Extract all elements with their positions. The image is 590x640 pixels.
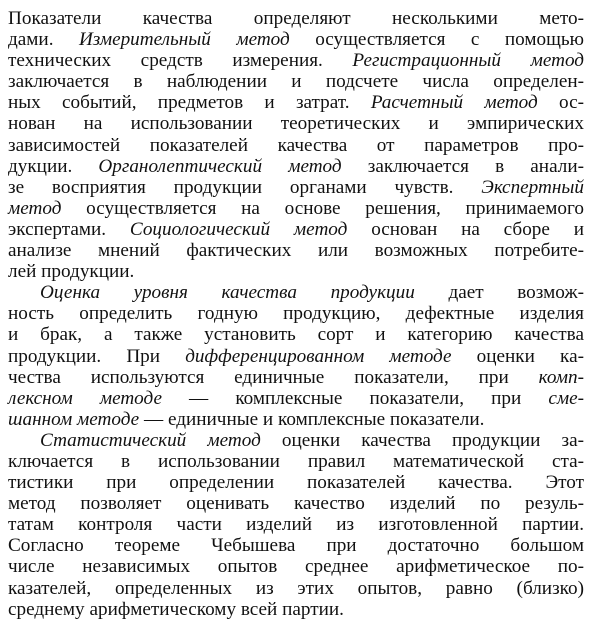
- text-segment: Показатели качества определяют несколькими мето-: [8, 8, 584, 29]
- paragraph-1: [8, 8, 584, 282]
- italic-term: Регистрационный метод: [352, 50, 584, 72]
- italic-term: лексном методе: [8, 387, 162, 409]
- text-segment: ных событий, предметов и затрат.: [8, 92, 371, 114]
- italic-term: Измерительный метод: [78, 29, 290, 51]
- text-segment: лей продукции.: [8, 261, 135, 283]
- text-segment: ключается в использовании правил математической ста-: [8, 450, 584, 472]
- text-segment: казателей, определенных из этих опытов, равно (близко): [8, 577, 584, 599]
- text-segment: ос-: [537, 92, 584, 114]
- text-line: [8, 50, 584, 71]
- text-line: [8, 324, 584, 345]
- text-segment: числе независимых опытов среднее арифметическое по-: [8, 556, 584, 578]
- italic-term: сме-: [548, 387, 584, 409]
- text-segment: — единичные и комплексные показатели.: [139, 408, 485, 430]
- text-segment: продукции. При: [8, 345, 186, 367]
- text-segment: основан на сборе и: [347, 218, 585, 240]
- text-line: [8, 409, 584, 430]
- text-line: [8, 303, 584, 324]
- text-segment: среднему арифметическому всей партии.: [8, 598, 344, 620]
- italic-term: Оценка уровня качества продукции: [40, 282, 415, 304]
- text-line: [8, 430, 584, 451]
- paragraph-3: [8, 430, 584, 620]
- text-segment: экспертами.: [8, 218, 130, 240]
- text-line: [8, 177, 584, 198]
- text-line: [8, 535, 584, 556]
- text-line: [8, 367, 584, 388]
- text-segment: оценки ка-: [451, 345, 584, 367]
- text-line: [8, 113, 584, 134]
- text-line: [8, 219, 584, 240]
- text-line: [8, 599, 584, 620]
- italic-term: дифференцированном методе: [185, 345, 452, 367]
- text-segment: осуществляется с помощью: [289, 29, 584, 51]
- text-line: [8, 451, 584, 472]
- text-segment: нован на использовании теоретических и эмпирических: [8, 113, 584, 135]
- text-segment: осуществляется на основе решения, принимаемого: [61, 197, 584, 219]
- text-line: [8, 282, 584, 303]
- text-segment: метод позволяет оценивать качество изделий по резуль-: [8, 493, 584, 515]
- text-segment: заключается в анали-: [341, 155, 584, 177]
- text-line: [8, 71, 584, 92]
- text-segment: дает возмож-: [414, 282, 584, 304]
- text-line: [8, 556, 584, 577]
- text-segment: дукции.: [8, 155, 99, 177]
- italic-term: комп-: [538, 366, 584, 388]
- text-line: [8, 472, 584, 493]
- text-segment: зе восприятия продукции органами чувств.: [8, 176, 482, 198]
- italic-term: Статистический метод: [40, 429, 261, 451]
- text-segment: анализе мнений фактических или возможных потребите-: [8, 240, 584, 262]
- text-line: [8, 240, 584, 261]
- text-segment: оценки качества продукции за-: [260, 429, 584, 451]
- text-segment: татам контроля части изделий из изготовленной партии.: [8, 514, 584, 536]
- text-segment: тистики при определении показателей качества. Этот: [8, 472, 584, 494]
- text-segment: — комплексные показатели, при: [161, 387, 549, 409]
- text-line: [8, 156, 584, 177]
- text-segment: ность определить годную продукцию, дефектные изделия: [8, 303, 584, 325]
- italic-term: Органолептический метод: [98, 155, 342, 177]
- text-line: [8, 514, 584, 535]
- text-segment: технических средств измерения.: [8, 50, 353, 72]
- text-line: [8, 29, 584, 50]
- text-segment: и брак, а также установить сорт и категорию качества: [8, 324, 584, 346]
- text-line: [8, 8, 584, 29]
- italic-term: метод: [8, 197, 62, 219]
- italic-term: Экспертный: [481, 176, 584, 198]
- text-segment: чества используются единичные показатели, при: [8, 366, 539, 388]
- text-line: [8, 92, 584, 113]
- text-segment: дами.: [8, 29, 79, 51]
- italic-term: Социологический метод: [129, 218, 348, 240]
- text-line: [8, 198, 584, 219]
- text-line: [8, 346, 584, 367]
- text-line: [8, 388, 584, 409]
- text-line: [8, 261, 584, 282]
- text-line: [8, 578, 584, 599]
- italic-term: шанном методе: [8, 408, 140, 430]
- text-segment: Согласно теореме Чебышева при достаточно большом: [8, 535, 584, 557]
- text-line: [8, 493, 584, 514]
- text-segment: заключается в наблюдении и подсчете числа определен-: [8, 71, 584, 93]
- text-segment: зависимостей показателей качества от параметров про-: [8, 134, 584, 156]
- italic-term: Расчетный метод: [370, 92, 538, 114]
- text-line: [8, 135, 584, 156]
- paragraph-2: [8, 282, 584, 430]
